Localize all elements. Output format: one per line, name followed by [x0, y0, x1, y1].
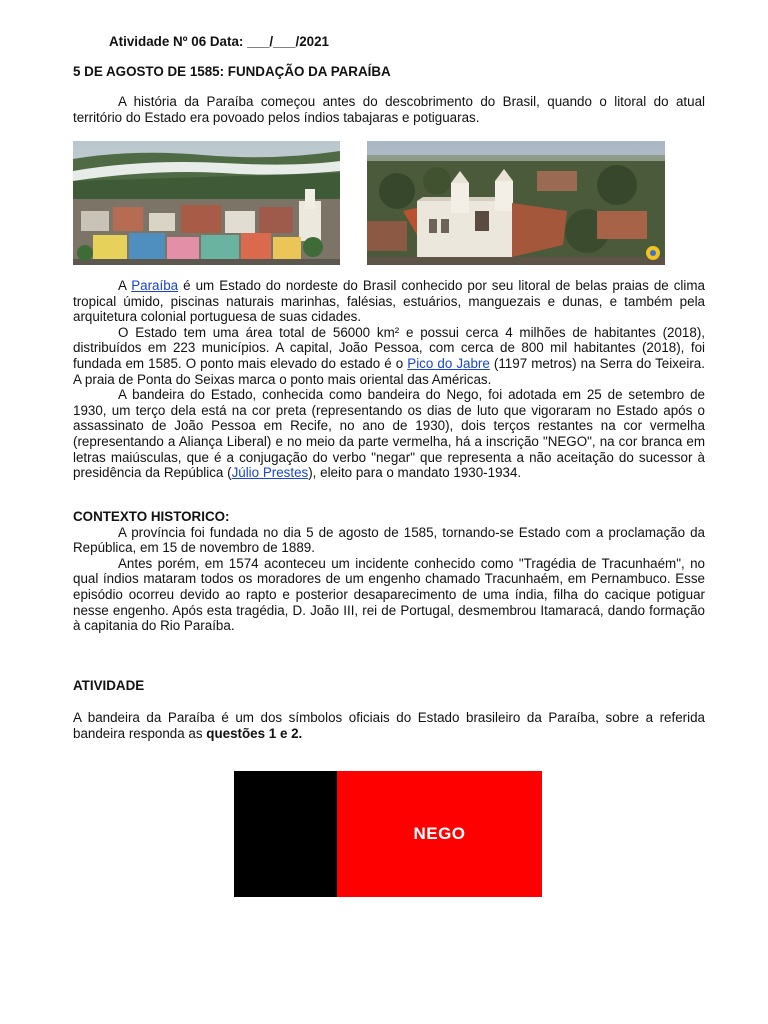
- paragraph-text: ), eleito para o mandato 1930-1934.: [308, 465, 522, 481]
- paragraph-area: [73, 325, 705, 387]
- paragraph-paraiba: [73, 278, 705, 325]
- activity-header: Atividade Nº 06 Data: ___/___/2021: [109, 34, 330, 49]
- flag-black-stripe: [234, 771, 337, 897]
- page-title: 5 DE AGOSTO DE 1585: FUNDAÇÃO DA PARAÍBA: [73, 64, 391, 79]
- atividade-paragraph-block: [73, 710, 705, 741]
- church-image: [367, 141, 665, 265]
- atividade-paragraph: [73, 710, 705, 741]
- flag-red-field: [337, 771, 542, 897]
- colonial-town-image: [73, 141, 340, 265]
- document-page: [73, 0, 705, 1024]
- paragraph-text: (1197 metros) na Serra do Teixeira. A praia de Ponta do Seixas marca o ponto mais oriental das Américas.: [73, 355, 705, 387]
- contexto-historico-section: [73, 509, 705, 634]
- contexto-paragraph-1: A província foi fundada no dia 5 de agosto de 1585, tornando-se Estado com a proclamação da República, em 15 de novembro de 1889.: [73, 524, 705, 556]
- paragraph-text: A bandeira do Estado, conhecida como bandeira do Nego, foi adotada em 25 de setembro de 1930, um terço dela está na cor preta (representando os dias de luto que vigoraram no Estado após o assassinato de João Pessoa em Recife, no ano de 1930), dois terços restantes na cor vermelha (representando a Aliança Liberal) e no meio da parte vermelha, há a inscrição "NEGO", na cor branca em letras maiúsculas, que é a conjugação do verbo "negar" que representa a não aceitação do sucessor à presidência da República (: [73, 387, 705, 481]
- contexto-heading: CONTEXTO HISTORICO:: [73, 509, 230, 524]
- link-pico-do-jabre[interactable]: Pico do Jabre: [407, 355, 490, 371]
- intro-paragraph-block: [73, 94, 705, 125]
- paragraph-text: é um Estado do nordeste do Brasil conhecido por seu litoral de belas praias de clima tropical úmido, piscinas naturais marinhas, falésias, estuários, manguezais e dunas, e também pela arquitetura colonial portuguesa de suas cidades.: [73, 278, 705, 325]
- flag-nego-text: NEGO: [413, 824, 466, 843]
- intro-paragraph: A história da Paraíba começou antes do descobrimento do Brasil, quando o litoral do atual território do Estado era povoado pelos índios tabajaras e potiguaras.: [73, 94, 705, 125]
- link-julio-prestes[interactable]: Júlio Prestes: [231, 465, 309, 481]
- aerial-church-photo: [367, 141, 665, 265]
- paragraph-text: A: [118, 278, 132, 293]
- contexto-paragraph-2: Antes porém, em 1574 aconteceu um incidente conhecido como "Tragédia de Tracunhaém", no qual índios mataram todos os moradores de um engenho chamado Tracunhaém, em Pernambuco. Esse episódio ocorreu devido ao rapto e posterior desaparecimento de uma índia, filha do cacique potiguar nesse engenho. Após esta tragédia, D. João III, rei de Portugal, desmembrou Itamaracá, dando formação à capitania do Rio Paraíba.: [73, 555, 705, 634]
- paragraph-text: O Estado tem uma área total de 56000 km² e possui cerca 4 milhões de habitantes (2018), distribuídos em 223 municípios. A capital, João Pessoa, com cerca de 800 mil habitantes (2018), foi fundada em 1585. O ponto mais elevado do estado é o: [73, 324, 705, 371]
- main-body-text: [73, 278, 705, 481]
- paragraph-bandeira: [73, 387, 705, 481]
- aerial-colonial-town-photo: [73, 141, 340, 265]
- atividade-questions-bold: questões 1 e 2.: [206, 725, 303, 741]
- paraiba-flag: [234, 771, 542, 897]
- atividade-heading: ATIVIDADE: [73, 678, 145, 693]
- link-paraiba[interactable]: Paraíba: [131, 278, 179, 293]
- atividade-text: A bandeira da Paraíba é um dos símbolos oficiais do Estado brasileiro da Paraíba, sobre a referida bandeira responda as: [73, 710, 705, 741]
